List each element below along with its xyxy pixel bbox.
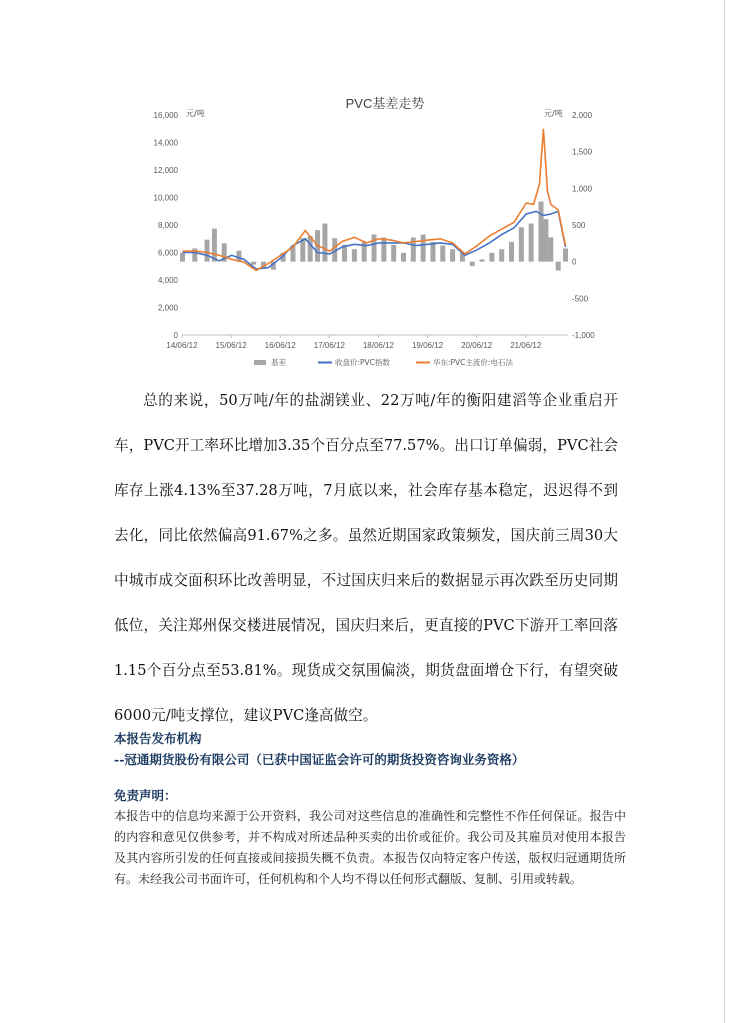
y-left-tick-label: 2,000 xyxy=(157,303,178,313)
legend-item-east-china-price-label: 华东:PVC主流价:电石法 xyxy=(433,358,513,367)
basis-bar xyxy=(548,237,553,261)
basis-bar xyxy=(470,262,475,266)
x-tick-label: 16/06/12 xyxy=(264,341,296,350)
legend-item-pvc-index-label: 收盘价:PVC指数 xyxy=(335,358,390,367)
x-tick-label: 20/06/12 xyxy=(461,341,493,350)
chart-canvas xyxy=(153,88,610,378)
disclaimer-body: 本报告中的信息均来源于公开资料，我公司对这些信息的准确性和完整性不作任何保证。报告中的内容和意见仅供参考，并不构成对所述品种买卖的出价或征价。我公司及其雇员对使用本报告及其内容所引发的任何直接或间接损失概不负责。本报告仅向特定客户传送，版权归冠通期货所有。未经我公司书面许可，任何机构和个人均不得以任何形式翻版、复制、引用或转载。 xyxy=(114,809,626,886)
basis-bar xyxy=(352,249,357,261)
basis-bar xyxy=(205,240,210,262)
analysis-paragraph: 总的来说，50万吨/年的盐湖镁业、22万吨/年的衡阳建滔等企业重启开车，PVC开工率环比增加3.35个百分点至77.57%。出口订单偏弱，PVC社会库存上涨4.13%至37.28万吨，7月底以来，社会库存基本稳定，迟迟得不到去化，同比依然偏高91.67%之多。虽然近期国家政策频发，国庆前三周30大中城市成交面积环比改善明显，不过国庆归来后的数据显示再次跌至历史同期低位，关注郑州保交楼进展情况，国庆归来后，更直接的PVC下游开工率回落1.15个百分点至53.81%。现货成交氛围偏淡，期货盘面增仓下行，有望突破6000元/吨支撑位，建议PVC逢高做空。 xyxy=(114,392,618,724)
basis-bar xyxy=(489,253,494,262)
y-left-tick-label: 0 xyxy=(173,331,178,340)
x-tick-label: 17/06/12 xyxy=(313,341,345,350)
basis-bar xyxy=(543,219,548,262)
basis-bar xyxy=(421,235,426,262)
x-tick-label: 15/06/12 xyxy=(215,341,247,350)
y-right-tick-label: 0 xyxy=(572,257,577,267)
right-axis-unit: 元/吨 xyxy=(544,109,563,118)
basis-bar xyxy=(556,262,561,271)
chart-title: PVC基差走势 xyxy=(345,96,425,111)
basis-bar xyxy=(509,242,514,262)
basis-bar xyxy=(519,227,524,261)
basis-bar xyxy=(538,202,543,262)
basis-bar xyxy=(499,249,504,261)
basis-bar xyxy=(563,248,568,261)
publisher-name: --冠通期货股份有限公司（已获中国证监会许可的期货投资咨询业务资格） xyxy=(114,752,525,767)
y-right-tick-label: -500 xyxy=(572,294,589,304)
basis-bar xyxy=(529,224,534,262)
basis-bar xyxy=(180,253,185,262)
y-left-tick-label: 4,000 xyxy=(157,276,178,285)
publisher-heading: 本报告发布机构 xyxy=(114,731,202,746)
disclaimer-block xyxy=(114,786,626,890)
pvc-basis-chart xyxy=(153,88,610,378)
y-left-tick-label: 14,000 xyxy=(153,138,178,148)
y-left-tick-label: 8,000 xyxy=(157,221,178,230)
legend-item-basis-swatch xyxy=(254,360,266,365)
x-tick-label: 18/06/12 xyxy=(362,341,395,350)
basis-bar xyxy=(480,259,485,261)
publisher-block xyxy=(114,728,634,770)
legend-item-basis-label: 基差 xyxy=(271,358,286,367)
analysis-paragraph-block xyxy=(114,378,618,738)
y-right-tick-label: 2,000 xyxy=(572,111,593,120)
basis-bar xyxy=(450,249,455,261)
y-left-tick-label: 10,000 xyxy=(153,193,178,203)
y-right-tick-label: 1,000 xyxy=(572,184,593,194)
disclaimer-title: 免责声明： xyxy=(114,788,177,803)
y-right-tick-label: 1,500 xyxy=(572,147,593,157)
y-right-tick-label: 500 xyxy=(572,221,586,230)
basis-bar xyxy=(372,235,377,262)
basis-bar xyxy=(212,229,217,262)
y-right-tick-label: -1,000 xyxy=(572,331,595,340)
basis-bar xyxy=(251,262,256,265)
x-tick-label: 14/06/12 xyxy=(166,341,198,350)
basis-bar xyxy=(322,224,327,262)
basis-bar xyxy=(391,245,396,262)
basis-bar xyxy=(440,246,445,262)
page-edge xyxy=(724,0,725,1023)
basis-bar xyxy=(401,253,406,262)
x-tick-label: 21/06/12 xyxy=(510,341,542,350)
x-tick-label: 19/06/12 xyxy=(411,341,444,350)
basis-bar xyxy=(381,237,386,261)
chart-legend xyxy=(254,357,513,367)
y-left-tick-label: 12,000 xyxy=(153,166,178,175)
left-axis-unit: 元/吨 xyxy=(186,109,205,118)
basis-bar xyxy=(430,242,435,262)
y-left-tick-label: 16,000 xyxy=(153,111,178,120)
y-left-tick-label: 6,000 xyxy=(157,248,178,258)
